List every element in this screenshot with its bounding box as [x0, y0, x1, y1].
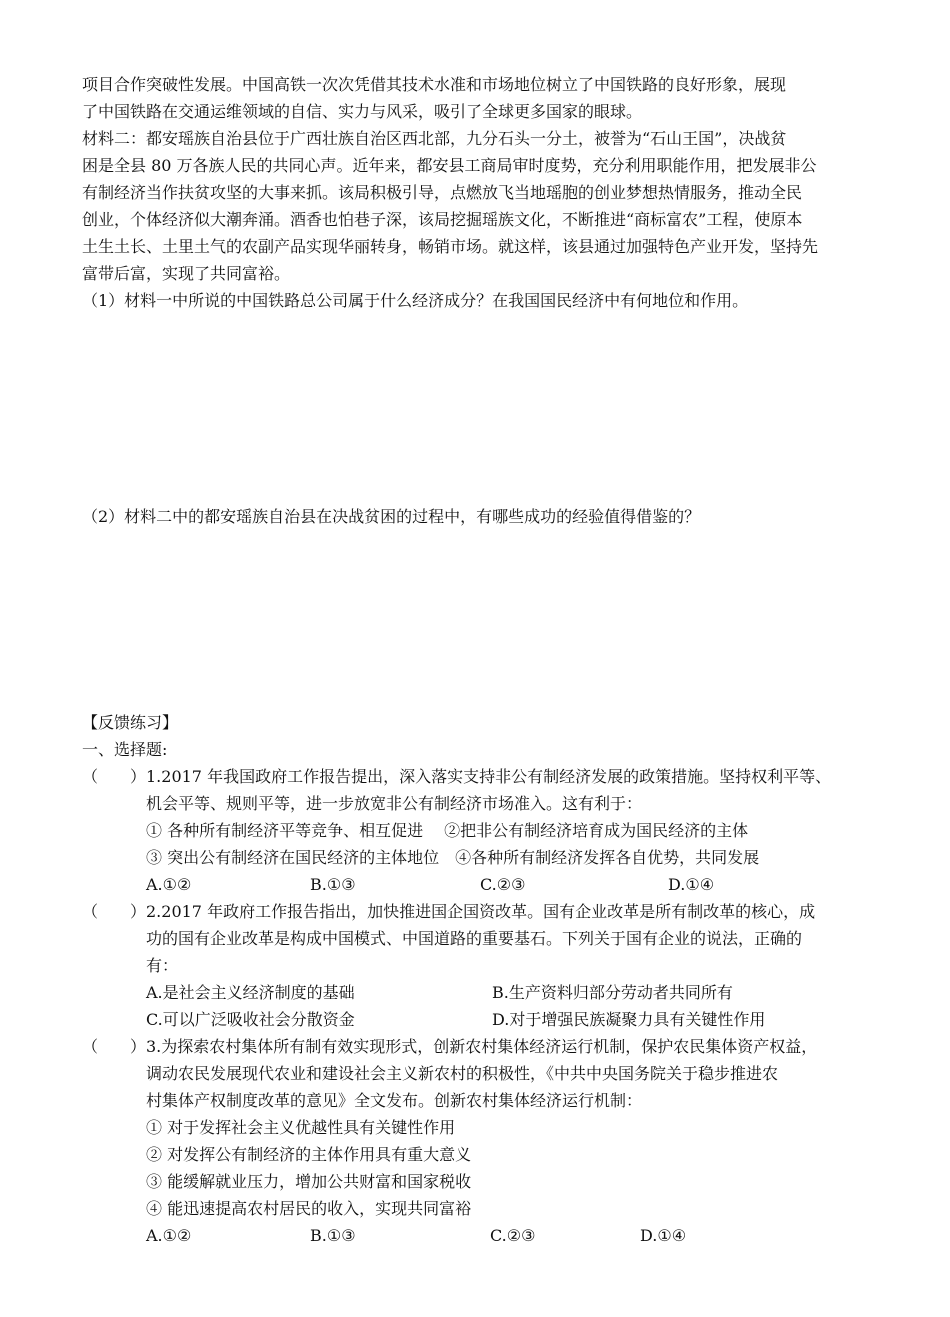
material2-line: 材料二：都安瑶族自治县位于广西壮族自治区西北部，九分石头一分土，被誉为“石山王国”，决战贫 — [82, 129, 787, 148]
item1-choice-b: B.①③ — [310, 875, 356, 894]
item1-statement: ① 各种所有制经济平等竞争、相互促进 ②把非公有制经济培育成为国民经济的主体 — [146, 821, 749, 840]
item2-stem: 功的国有企业改革是构成中国模式、中国道路的重要基石。下列关于国有企业的说法，正确的 — [146, 929, 803, 948]
item1-stem: 1.2017 年我国政府工作报告提出，深入落实支持非公有制经济发展的政策措施。坚持权利平等、 — [146, 767, 832, 786]
item2-choice-a: A.是社会主义经济制度的基础 — [146, 983, 355, 1002]
item3-choice-c: C.②③ — [490, 1226, 536, 1245]
answer-paren[interactable]: （ ） — [82, 1037, 147, 1056]
item1-choice-a: A.①② — [146, 875, 192, 894]
answer-paren[interactable]: （ ） — [82, 767, 147, 786]
item2-choice-d: D.对于增强民族凝聚力具有关键性作用 — [492, 1010, 766, 1029]
item1-choice-d: D.①④ — [668, 875, 715, 894]
material2-line: 富带后富，实现了共同富裕。 — [82, 264, 291, 283]
material2-line: 困是全县 80 万各族人民的共同心声。近年来，都安县工商局审时度势，充分利用职能作用，把发展非公 — [82, 156, 817, 175]
material1-line: 了中国铁路在交通运维领域的自信、实力与风采，吸引了全球更多国家的眼球。 — [82, 102, 643, 121]
item3-stem: 村集体产权制度改革的意见》全文发布。创新农村集体经济运行机制： — [146, 1091, 643, 1110]
item3-statement: ① 对于发挥社会主义优越性具有关键性作用 — [146, 1118, 456, 1137]
item1-stem: 机会平等、规则平等，进一步放宽非公有制经济市场准入。这有利于： — [146, 794, 643, 813]
question-2: （2）材料二中的都安瑶族自治县在决战贫困的过程中，有哪些成功的经验值得借鉴的？ — [82, 507, 701, 526]
item3-statement: ③ 能缓解就业压力，增加公共财富和国家税收 — [146, 1172, 472, 1191]
material2-line: 土生土长、土里土气的农副产品实现华丽转身，畅销市场。就这样，该县通过加强特色产业开发，坚持先 — [82, 237, 819, 256]
feedback-heading: 【反馈练习】 — [82, 713, 179, 732]
item3-statement: ② 对发挥公有制经济的主体作用具有重大意义 — [146, 1145, 472, 1164]
question-1: （1）材料一中所说的中国铁路总公司属于什么经济成分？在我国国民经济中有何地位和作用。 — [82, 291, 749, 310]
item2-choice-c: C.可以广泛吸收社会分散资金 — [146, 1010, 355, 1029]
item1-choice-c: C.②③ — [480, 875, 526, 894]
answer-paren[interactable]: （ ） — [82, 902, 147, 921]
item2-choice-b: B.生产资料归部分劳动者共同所有 — [492, 983, 733, 1002]
material1-line: 项目合作突破性发展。中国高铁一次次凭借其技术水准和市场地位树立了中国铁路的良好形象，展现 — [82, 75, 787, 94]
item1-statement: ③ 突出公有制经济在国民经济的主体地位 ④各种所有制经济发挥各自优势，共同发展 — [146, 848, 760, 867]
section-title: 一、选择题: — [82, 740, 168, 759]
item3-stem: 调动农民发展现代农业和建设社会主义新农村的积极性，《中共中央国务院关于稳步推进农 — [146, 1064, 779, 1083]
item3-choice-d: D.①④ — [640, 1226, 687, 1245]
item3-stem: 3.为探索农村集体所有制有效实现形式，创新农村集体经济运行机制，保护农民集体资产权益， — [146, 1037, 818, 1056]
material2-line: 有制经济当作扶贫攻坚的大事来抓。该局积极引导，点燃放飞当地瑶胞的创业梦想热情服务，推动全民 — [82, 183, 803, 202]
item3-choice-a: A.①② — [146, 1226, 192, 1245]
item3-choice-b: B.①③ — [310, 1226, 356, 1245]
material2-line: 创业，个体经济似大潮奔涌。酒香也怕巷子深，该局挖掘瑶族文化，不断推进“商标富农”工程，使原本 — [82, 210, 803, 229]
item3-statement: ④ 能迅速提高农村居民的收入，实现共同富裕 — [146, 1199, 472, 1218]
item2-stem: 2.2017 年政府工作报告指出，加快推进国企国资改革。国有企业改革是所有制改革的核心，成 — [146, 902, 816, 921]
item2-stem: 有： — [146, 956, 179, 975]
